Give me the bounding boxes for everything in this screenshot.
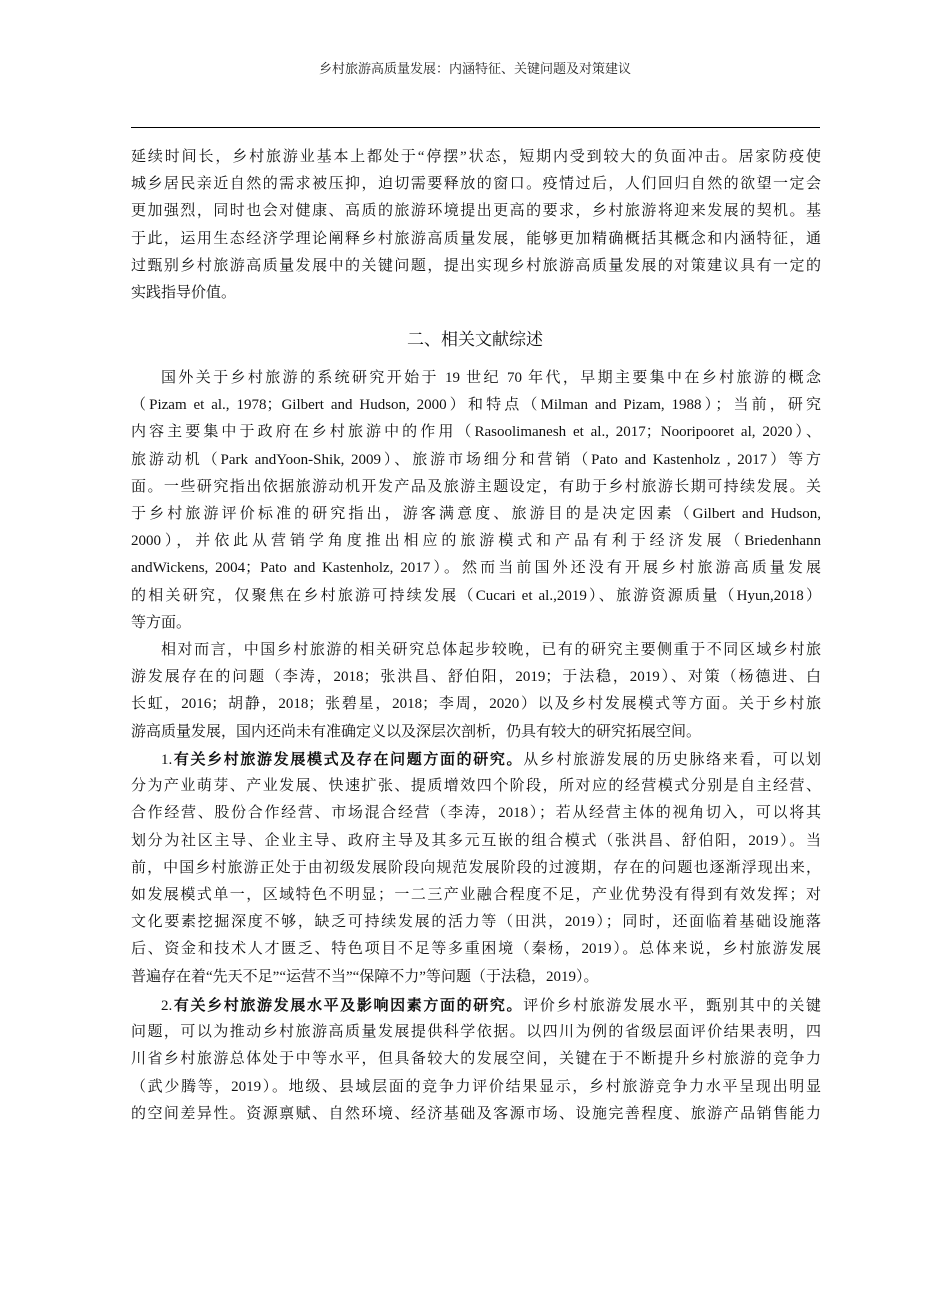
text-line: 问题，可以为推动乡村旅游高质量发展提供科学依据。以四川为例的省级层面评价结果表明，四 [131, 1024, 821, 1041]
text-line: 旅游动机（Park andYoon-Shik, 2009）、旅游市场细分和营销（Pato and Kastenholz , 2017）等方 [131, 451, 821, 468]
text-line: 川省乡村旅游总体处于中等水平，但具备较大的发展空间，关键在于不断提升乡村旅游的竞争力 [131, 1051, 821, 1068]
text-line: 划分为社区主导、企业主导、政府主导及其多元互嵌的组合模式（张洪昌、舒伯阳，2019）。当 [131, 832, 821, 849]
text-line: （Pizam et al., 1978；Gilbert and Hudson, 2000）和特点（Milman and Pizam, 1988）；当前，研究 [131, 397, 821, 414]
header-rule [131, 127, 820, 128]
text-line: 后、资金和技术人才匮乏、特色项目不足等多重困境（秦杨，2019）。总体来说，乡村旅游发展 [131, 941, 821, 958]
bold-lead-heading: 有关乡村旅游发展模式及存在问题方面的研究。 [172, 751, 524, 768]
text-line: 分为产业萌芽、产业发展、快速扩张、提质增效四个阶段，所对应的经营模式分别是自主经营、 [131, 778, 821, 795]
text-line: 2000），并依此从营销学角度推出相应的旅游模式和产品有利于经济发展（Briedenhann [131, 533, 821, 550]
text-line: 游发展存在的问题（李涛，2018；张洪昌、舒伯阳，2019；于法稳，2019）、对策（杨德进、白 [131, 669, 821, 686]
text-line: 面。一些研究指出依据旅游动机开发产品及旅游主题设定，有助于乡村旅游长期可持续发展。关 [131, 478, 821, 495]
text-line: 过甄别乡村旅游高质量发展中的关键问题，提出实现乡村旅游高质量发展的对策建议具有一定的 [131, 257, 821, 274]
text-line: 普遍存在着“先天不足”“运营不当”“保障不力”等问题（于法稳，2019）。 [131, 968, 599, 985]
text-line: 相对而言，中国乡村旅游的相关研究总体起步较晚，已有的研究主要侧重于不同区域乡村旅 [161, 642, 821, 658]
text-line: 实践指导价值。 [131, 284, 237, 301]
text-line: 游高质量发展，国内还尚未有准确定义以及深层次剖析，仍具有较大的研究拓展空间。 [131, 723, 702, 740]
text-line: 城乡居民亲近自然的需求被压抑，迫切需要释放的窗口。疫情过后，人们回归自然的欲望一定会 [131, 176, 821, 193]
text-line: 的空间差异性。资源禀赋、自然环境、经济基础及客源市场、设施完善程度、旅游产品销售能力 [131, 1105, 821, 1122]
text-line: 如发展模式单一，区域特色不明显；一二三产业融合程度不足，产业优势没有得到有效发挥；对 [131, 886, 821, 903]
text-line [131, 746, 821, 773]
paragraph-domestic-literature [131, 637, 821, 746]
running-header: 乡村旅游高质量发展：内涵特征、关键问题及对策建议 [318, 61, 631, 76]
paragraph-development-level [131, 992, 821, 1128]
text-line: 合作经营、股份合作经营、市场混合经营（李涛，2018）；若从经营主体的视角切入，可以将其 [131, 805, 821, 822]
paragraph-development-models [131, 746, 821, 991]
text-line: 延续时间长，乡村旅游业基本上都处于“停摆”状态，短期内受到较大的负面冲击。居家防疫使 [131, 149, 821, 165]
item-number: 2. [161, 998, 173, 1014]
text-line: 更加强烈，同时也会对健康、高质的旅游环境提出更高的要求，乡村旅游将迎来发展的契机。基 [131, 203, 821, 220]
bold-lead-heading: 有关乡村旅游发展水平及影响因素方面的研究。 [172, 997, 524, 1014]
text-line: （武少腾等，2019）。地级、县域层面的竞争力评价结果显示，乡村旅游竞争力水平呈现出明显 [131, 1078, 821, 1095]
text-line: 内容主要集中于政府在乡村旅游中的作用（Rasoolimanesh et al., 2017；Nooripooret al, 2020）、 [131, 424, 821, 441]
section-heading: 二、相关文献综述 [407, 330, 543, 349]
paragraph-intro-continued [131, 144, 821, 307]
text-line: 于乡村旅游评价标准的研究指出，游客满意度、旅游目的是决定因素（Gilbert and Hudson, [131, 505, 821, 522]
text-line [131, 992, 821, 1019]
text-run: 从乡村旅游发展的历史脉络来看，可以划 [523, 752, 821, 768]
text-line: 等方面。 [131, 614, 192, 631]
text-line: 前，中国乡村旅游正处于由初级发展阶段向规范发展阶段的过渡期，存在的问题也逐渐浮现出来， [131, 859, 821, 876]
text-line: 的相关研究，仅聚焦在乡村旅游可持续发展（Cucari et al.,2019）、旅游资源质量（Hyun,2018） [131, 587, 821, 604]
text-line: 于此，运用生态经济学理论阐释乡村旅游高质量发展，能够更加精确概括其概念和内涵特征，通 [131, 230, 821, 247]
text-line: 长虹，2016；胡静，2018；张碧星，2018；李周，2020）以及乡村发展模式等方面。关于乡村旅 [131, 696, 821, 713]
paragraph-foreign-literature [131, 365, 821, 637]
text-line: 文化要素挖掘深度不够，缺乏可持续发展的活力等（田洪，2019）；同时，还面临着基础设施落 [131, 914, 821, 931]
text-line: 国外关于乡村旅游的系统研究开始于 19 世纪 70 年代，早期主要集中在乡村旅游的概念 [161, 370, 821, 386]
item-number: 1. [161, 752, 173, 768]
text-line: andWickens, 2004；Pato and Kastenholz, 2017）。然而当前国外还没有开展乡村旅游高质量发展 [131, 560, 821, 577]
text-run: 评价乡村旅游发展水平，甄别其中的关键 [523, 998, 821, 1014]
